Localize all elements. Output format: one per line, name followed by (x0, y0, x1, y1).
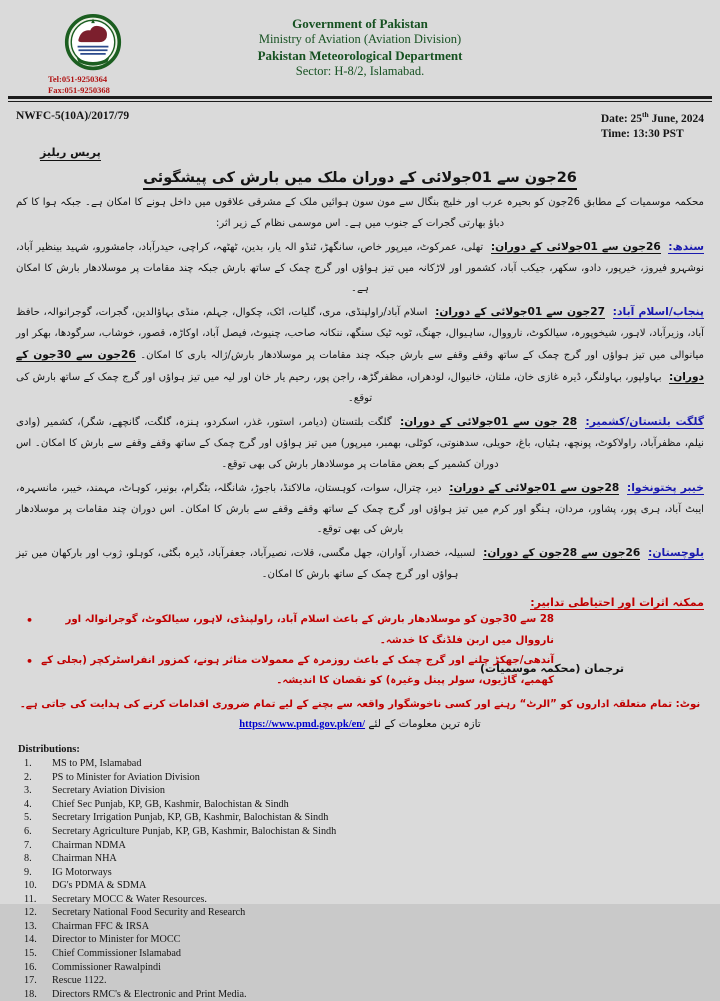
distribution-item-text: Secretary National Food Security and Research (52, 907, 246, 919)
date-suffix: June, 2024 (648, 112, 704, 125)
distribution-item-text: Chairman NHA (52, 853, 117, 865)
impacts-heading-row (16, 591, 704, 610)
period-heading: 28جون سے 01جولائی کے دوران: (449, 481, 620, 494)
distribution-item-text: Director to Minister for MOCC (52, 934, 181, 946)
distributions-heading: Distributions: (18, 744, 80, 756)
distribution-item (18, 811, 704, 825)
forecast-section-kp (16, 477, 704, 542)
region-heading-gb-kashmir: گلگت بلتستان/کشمیر: (585, 414, 705, 428)
alert-note: نوٹ: تمام متعلقہ اداروں کو ”الرٹ“ رہنے اور کسی ناخوشگوار واقعہ سے بچنے کے لیے تمام ضروری اقدامات کرنے کی ہدایت کی جاتی ہے۔ (19, 698, 701, 710)
distribution-item (18, 866, 704, 880)
forecast-section-balochistan (16, 542, 704, 586)
period-heading-2: 26جون سے 30جون کے دوران: (16, 349, 704, 384)
distribution-item-text: PS to Minister for Aviation Division (52, 771, 200, 783)
distribution-item (18, 757, 704, 771)
document-title: 26جون سے 01جولائی کے دوران ملک میں بارش کی پیشگوئی (143, 170, 577, 190)
department-line: Pakistan Meteorological Department (257, 47, 463, 63)
distribution-item-text: MS to PM, Islamabad (52, 758, 142, 770)
tel-line: Tel:051-9250364 (48, 74, 108, 84)
distribution-item-text: IG Motorways (52, 866, 112, 878)
impact-bullet-text: آندھی/جھکڑ چلنے اور گرج چمک کے باعث روزمرہ کے معمولات متاثر ہونے، کمزور انفراسٹرکچر (بجلی کے کھمبے، گاڑیوں، سولر پینل وغیرہ) کو نقصان کا اندیشہ۔ (41, 654, 554, 687)
fax-line: Fax:051-9250368 (48, 84, 110, 95)
date-prefix: Date: 25 (600, 112, 643, 125)
impact-bullet-urban-flooding (16, 610, 704, 651)
region-heading-kp: خیبر پختونخوا: (626, 480, 705, 494)
date-ordinal: th (642, 110, 649, 119)
reference-row (0, 102, 720, 143)
date-line (601, 110, 704, 127)
section-body: لسبیلہ، خضدار، آواران، جھل مگسی، قلات، نصیرآباد، جعفرآباد، ڈیرہ بگٹی، کوہلو، ژوب اور بارکھان میں تیز ہواؤں اور گرج چمک کے ساتھ بارش کا امکان۔ (16, 548, 476, 581)
impacts-section (0, 587, 720, 730)
section-body: تھلی، عمرکوٹ، میرپور خاص، سانگھڑ، ٹنڈو الہ یار، بدین، ٹھٹھہ، کراچی، حیدرآباد، جامشورو، شہید بینظیر آباد، نوشہرو فیروز، خیرپور، دادو، سکھر، جیکب آباد، کشمور اور لاڑکانہ میں تیز ہواؤں اور گرج چمک کے ساتھ بارش جبکہ چند مقامات پر موسلادھار بارش کا امکان ہے۔ (16, 241, 704, 295)
document-title-row (0, 169, 720, 187)
distribution-item (18, 825, 704, 839)
ministry-line: Ministry of Aviation (Aviation Division) (258, 32, 462, 47)
press-release-wrap (0, 143, 720, 161)
distribution-item-text: Secretary Irrigation Punjab, KP, GB, Kashmir, Balochistan & Sindh (52, 812, 329, 824)
period-heading: 27جون سے 01جولائی کے دوران: (435, 306, 606, 319)
forecast-section-punjab-islamabad (16, 301, 704, 410)
distribution-item (18, 920, 704, 934)
distribution-item-text: Directors RMC's & Electronic and Print Media. (52, 988, 247, 1000)
region-heading-balochistan: بلوچستان: (648, 546, 704, 560)
distribution-item (18, 798, 704, 812)
website-link-row (16, 718, 704, 730)
distribution-item-text: Chief Sec Punjab, KP, GB, Kashmir, Balochistan & Sindh (52, 798, 289, 810)
pmd-seal-icon (64, 14, 122, 72)
forecast-section-gb-kashmir (16, 411, 704, 476)
intro-paragraph: محکمہ موسمیات کے مطابق 26جون کو بحیرہ عرب اور خلیج بنگال سے مون سون ہوائیں ملک کے مشرقی علاقوں میں داخل ہونے کا امکان ہے۔ جبکہ ہوا کا کم دباؤ بھارتی گجرات کے جنوب میں ہے۔ اس موسمی نظام کے زیر اثر: (16, 196, 704, 229)
distributions-section (0, 730, 720, 1001)
distribution-item (18, 784, 704, 798)
spokesperson-signature: ترجمان (محکمہ موسمیات) (480, 662, 625, 675)
section-body: دیر، چترال، سوات، کوہستان، مالاکنڈ، باجوڑ، شانگلہ، بٹگرام، بونیر، کوہاٹ، مہمند، خیبر، مانسہرہ، ایبٹ آباد، ہری پور، پشاور، مردان، ہنگو اور کرم میں تیز ہواؤں اور گرج چمک کے ساتھ وقفے وقفے سے بارش کا امکان۔ اس دوران چند مقامات پر موسلادھار بارش کی بھی توقع۔ (16, 482, 704, 536)
forecast-body (0, 187, 720, 586)
distribution-item (18, 893, 704, 907)
distribution-item (18, 852, 704, 866)
section-body: اسلام آباد/راولپنڈی، مری، گلیات، اٹک، چکوال، جہلم، منڈی بہاؤالدین، گجرات، گوجرانوالہ، حافظ آباد، وزیرآباد، لاہور، شیخوپورہ، سیالکوٹ، نارووال، ساہیوال، جھنگ، ٹوبہ ٹیک سنگھ، ننکانہ صاحب، چنیوٹ، فیصل آباد، اوکاڑہ، قصور، خوشاب، سرگودھا، بھکر اور میانوالی میں تیز ہواؤں اور گرج چمک کے ساتھ وقفے وقفے سے بارش جبکہ چند مقامات پر موسلادھار بارش/ژالہ باری کا امکان۔ (16, 307, 705, 362)
distribution-list (18, 757, 704, 1001)
distribution-item (18, 771, 704, 785)
letterhead (0, 0, 720, 95)
distribution-item-text: Chairman FFC & IRSA (52, 920, 150, 932)
date-time-block (601, 110, 704, 143)
government-line: Government of Pakistan (292, 16, 428, 31)
distribution-item (18, 839, 704, 853)
period-heading: 28 جون سے 01جولائی کے دوران: (399, 415, 578, 428)
distribution-item (18, 974, 704, 988)
distribution-item (18, 906, 704, 920)
press-release-label: پریس ریلیز (40, 145, 101, 159)
impact-bullet-text: 28 سے 30جون کو موسلادھار بارش کے باعث اسلام آباد، راولپنڈی، لاہور، سیالکوٹ، گوجرانوالہ اور نارووال میں اربن فلڈنگ کا خدشہ۔ (65, 614, 554, 646)
section-body-2: بہاولپور، بہاولنگر، ڈیرہ غازی خان، ملتان، خانیوال، لودھراں، مظفرگڑھ، راجن پور، رحیم یار خان اور لیہ میں تیز ہواؤں اور گرج چمک کے ساتھ بارش کی توقع۔ (16, 372, 662, 405)
distribution-item (18, 933, 704, 947)
distribution-item-text: Commissioner Rawalpindi (52, 961, 161, 973)
link-prefix: تازہ ترین معلومات کے لئے (368, 718, 481, 731)
sector-line: Sector: H-8/2, Islamabad. (295, 64, 425, 79)
impacts-heading: ممکنہ اثرات اور احتیاطی تدابیر: (530, 596, 704, 610)
period-heading: 26جون سے 01جولائی کے دوران: (490, 240, 661, 253)
distribution-item-text: Chief Commissioner Islamabad (52, 948, 182, 960)
distribution-item-text: Rescue 1122. (52, 975, 107, 987)
logo-block (48, 14, 138, 95)
pmd-website-link[interactable]: https://www.pmd.gov.pk/en/ (239, 719, 366, 731)
reference-number: NWFC-5(10A)/2017/79 (16, 110, 130, 122)
forecast-section-sindh (16, 236, 704, 301)
distribution-item (18, 879, 704, 893)
period-heading: 26جون سے 28جون کے دوران: (483, 547, 641, 560)
bullet-icon: • (26, 654, 34, 668)
region-heading-sindh: سندھ: (668, 239, 704, 253)
contact-info (48, 74, 138, 95)
distribution-item-text: DG's PDMA & SDMA (52, 880, 147, 892)
distribution-item (18, 961, 704, 975)
bullet-icon: • (26, 614, 34, 628)
distribution-item-text: Secretary Aviation Division (52, 785, 165, 797)
distribution-item-text: Chairman NDMA (52, 839, 126, 851)
section-body: گلگت بلتستان (دیامر، استور، غذر، اسکردو، ہنزہ، گلگت، گانچھے، شگر)، کشمیر (وادی نیلم، مظفرآباد، راولاکوٹ، پونچھ، ہٹیاں، باغ، حویلی، سدھنوتی، کوٹلی، بھمبر، میرپور) میں تیز ہواؤں اور گرج چمک کے ساتھ وقفے وقفے سے بارش کا امکان۔ اس دوران کشمیر کے بعض مقامات پر موسلادھار بارش کی بھی توقع۔ (16, 416, 704, 470)
distribution-item (18, 947, 704, 961)
time-line: Time: 13:30 PST (600, 128, 684, 141)
region-heading-punjab: پنجاب/اسلام آباد: (612, 305, 704, 319)
distribution-item-text: Secretary MOCC & Water Resources. (52, 893, 207, 905)
distribution-item-text: Secretary Agriculture Punjab, KP, GB, Kashmir, Balochistan & Sindh (52, 825, 337, 837)
distribution-item (18, 988, 704, 1001)
